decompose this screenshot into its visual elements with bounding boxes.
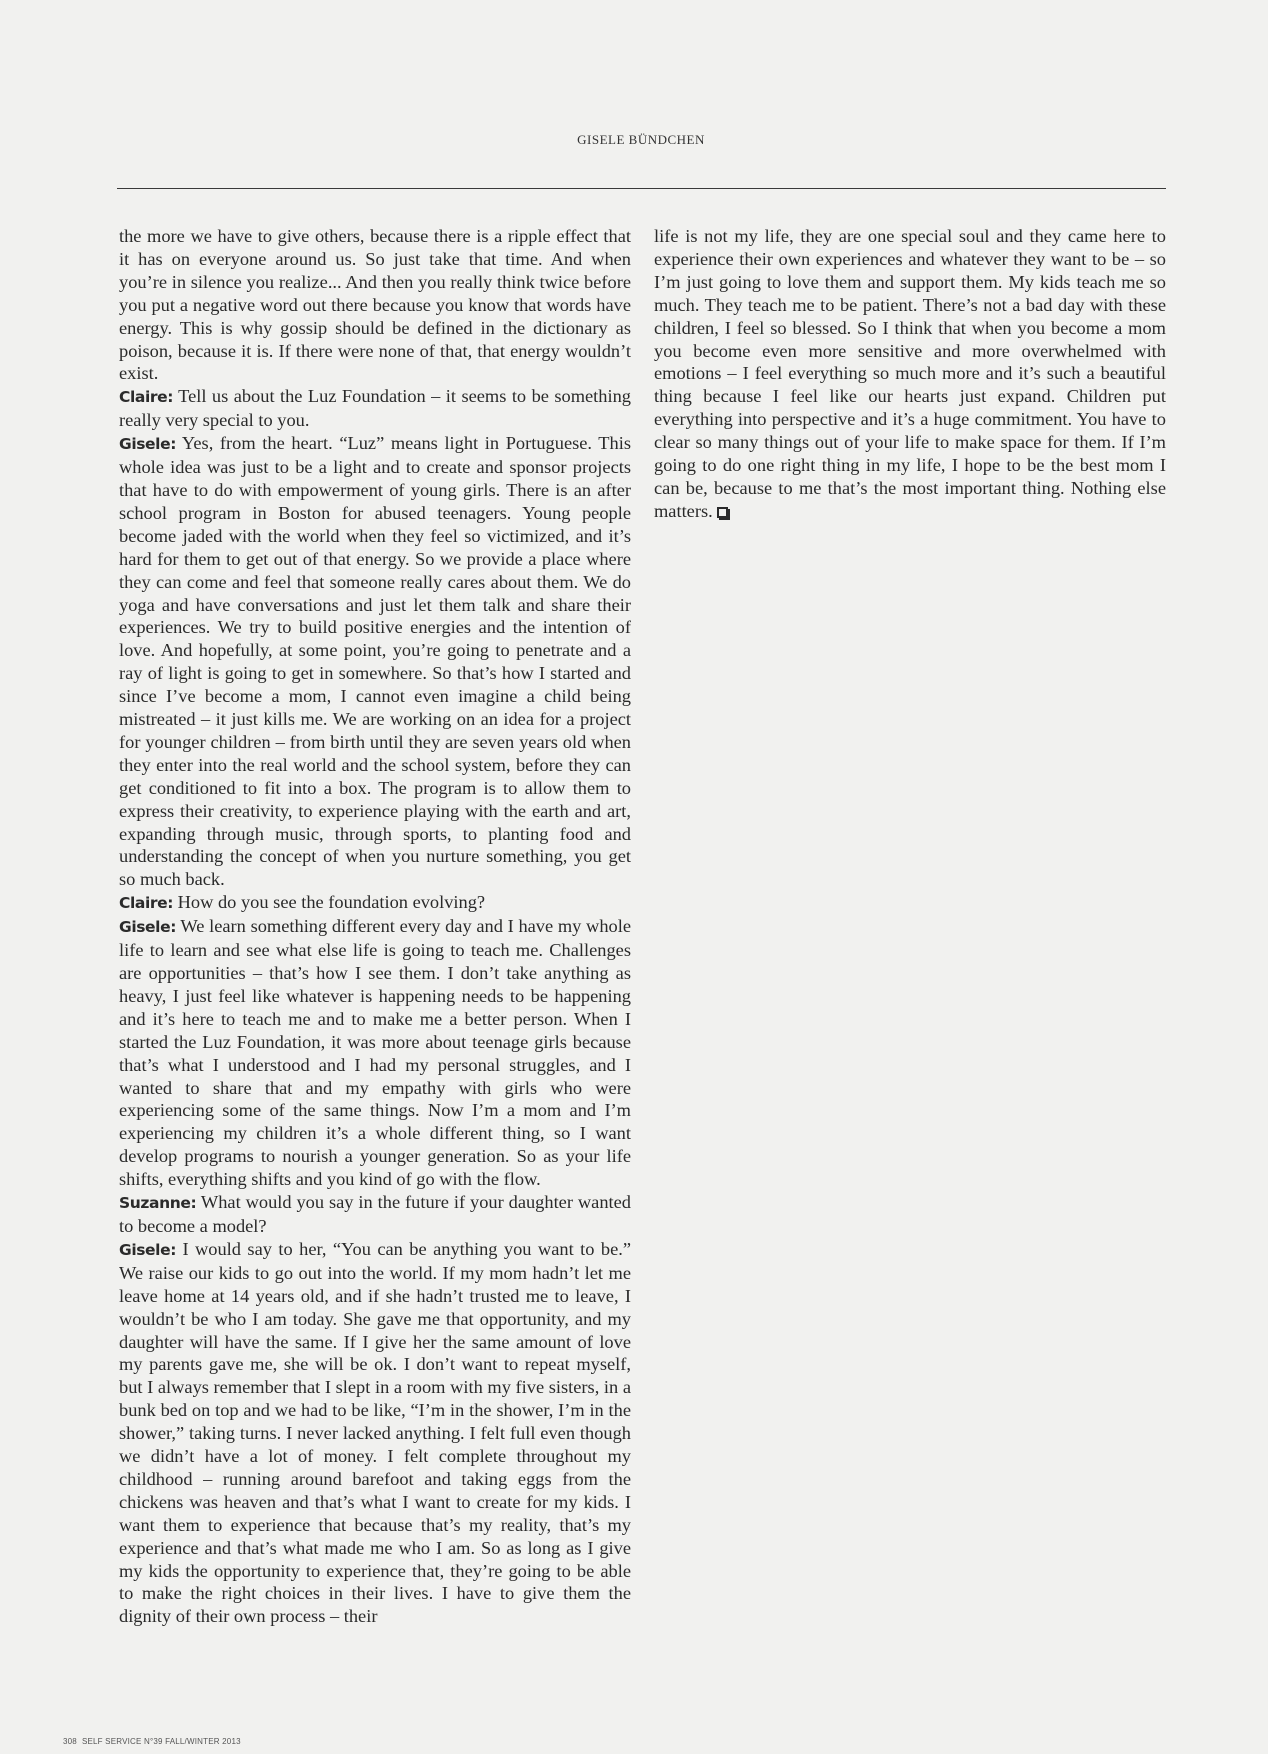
- speaker-label: Claire:: [119, 388, 174, 407]
- question-text: Tell us about the Luz Foundation – it seems to be something really very special to you.: [119, 386, 631, 431]
- publication-credit: SELF SERVICE N°39 FALL/WINTER 2013: [81, 1737, 241, 1746]
- page-footer: [63, 1737, 241, 1746]
- paragraph-text: life is not my life, they are one special soul and they came here to experience their own experiences and whatever they want to be – so I’m just going to love them and support them. My kids teach me so much. They teach me to be patient. There’s not a bad day with these children, I feel so blessed. So I think that when you become a mom you become even more sensitive and more overwhelmed with emotions – I feel everything so much more and it’s such a beautiful thing because I feel like our hearts just expand. Children put everything into perspective and it’s a huge commitment. You have to clear so many things out of your life to make space for them. If I’m going to do one right thing in my life, I hope to be the best mom I can be, because to me that’s the most important thing. Nothing else matters.: [654, 226, 1166, 521]
- answer-text: Yes, from the heart. “Luz” means light in Portuguese. This whole idea was just to be a light and to create and sponsor projects that have to do with empowerment of young girls. There is an after school program in Boston for abused teenagers. Young people become jaded with the world when they feel so victimized, and it’s hard for them to get out of that energy. So we provide a place where they can come and feel that someone really cares about them. We do yoga and have conversations and just let them talk and share their experiences. We try to build positive energies and the intention of love. And hopefully, at some point, you’re going to penetrate and a ray of light is going to get in somewhere. So that’s how I started and since I’ve become a mom, I cannot even imagine a child being mistreated – it just kills me. We are working on an idea for a project for younger children – from birth until they are seven years old when they enter into the real world and the school system, before they can get conditioned to fit into a box. The program is to allow them to express their creativity, to experience playing with the earth and art, expanding through music, through sports, to planting food and understanding the concept of when you nurture something, you get so much back.: [119, 433, 631, 890]
- left-column: [119, 225, 631, 1628]
- answer: [119, 432, 631, 891]
- answer: [119, 1238, 631, 1628]
- paragraph: [654, 225, 1166, 523]
- answer-text: We learn something different every day and I have my whole life to learn and see what else life is going to teach me. Challenges are opportunities – that’s how I see them. I don’t take anything as heavy, I just feel like whatever is happening needs to be happening and it’s here to teach me and to make me a better person. When I started the Luz Foundation, it was more about teenage girls because that’s what I understood and I had my personal struggles, and I wanted to share that and my empathy with girls who were experiencing some of the same things. Now I’m a mom and I’m experiencing my children it’s a whole different thing, so I want develop programs to nourish a younger generation. So as your life shifts, everything shifts and you kind of go with the flow.: [119, 916, 631, 1190]
- question-text: How do you see the foundation evolving?: [173, 892, 486, 913]
- question: [119, 891, 631, 915]
- question: [119, 385, 631, 432]
- answer-text: I would say to her, “You can be anything you want to be.” We raise our kids to go out into the world. If my mom hadn’t let me leave home at 14 years old, and if she hadn’t trusted me to leave, I wouldn’t be who I am today. She gave me that opportunity, and my daughter will have the same. If I give her the same amount of love my parents gave me, she will be ok. I don’t want to repeat myself, but I always remember that I slept in a room with my five sisters, in a bunk bed on top and we had to be like, “I’m in the shower, I’m in the shower,” taking turns. I never lacked anything. I felt full even though we didn’t have a lot of money. I felt complete throughout my childhood – running around barefoot and taking eggs from the chickens was heaven and that’s what I want to create for my kids. I want them to experience that because that’s my reality, that’s my experience and that’s what made me who I am. So as long as I give my kids the opportunity to experience that, they’re going to be able to make the right choices in their lives. I have to give them the dignity of their own process – their: [119, 1238, 631, 1627]
- speaker-label: Gisele:: [119, 1240, 176, 1259]
- page-number: 308: [63, 1737, 77, 1746]
- speaker-label: Suzanne:: [119, 1194, 197, 1213]
- paragraph: [119, 225, 631, 385]
- paragraph-text: the more we have to give others, because there is a ripple effect that it has on everyone around us. So just take that time. And when you’re in silence you realize... And then you really think twice before you put a negative word out there because you know that words have energy. This is why gossip should be defined in the dictionary as poison, because it is. If there were none of that, that energy wouldn’t exist.: [119, 226, 631, 384]
- question-text: What would you say in the future if your daughter wanted to become a model?: [119, 1192, 631, 1236]
- speaker-label: Claire:: [119, 894, 174, 913]
- speaker-label: Gisele:: [119, 435, 176, 454]
- speaker-label: Gisele:: [119, 918, 176, 937]
- header-rule: [117, 188, 1166, 189]
- answer: [119, 915, 631, 1191]
- end-mark-icon: [717, 507, 728, 518]
- running-head: GISELE BÜNDCHEN: [577, 132, 705, 147]
- question: [119, 1191, 631, 1238]
- right-column: [654, 225, 1166, 523]
